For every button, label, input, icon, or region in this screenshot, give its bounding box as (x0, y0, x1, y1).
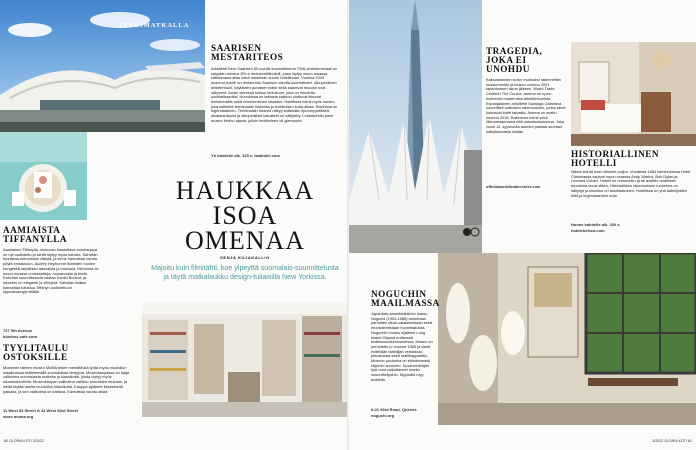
noguchi-museum-photo (438, 253, 696, 425)
page-folio-right: 3/2022 GLORIA KOTI 81 (652, 439, 692, 443)
tragedia-footer: officialworldtradecenter.com (486, 184, 541, 189)
main-headline (148, 178, 342, 253)
tiffany-footer-address: 727 5th Avenue (3, 328, 33, 333)
noguchin-body: Japanilais-amerikkalainen Isamu Noguchi (1904-1988) tunnetaan parhaiten Akari-valaisimistaan sekä muotoilemistaan huonekaluista. Noguchin museo sijaitsee Long Island Cityssä entisessä teollisuusrakennuksessa. Museo on perustettu jo vuonna 1985 ja siellä esitellään taiteilijan veistoksia, piirustuksia sekä mallikappaleita. Museon puutarha on ehdottomasti käynnin arvoinen. Kuvanveistäjän työt ovat vaikuttaneet moniin suunnittelijoihin. Myymälä myy tuotteita. (371, 312, 433, 382)
historiallinen-title-line1: HISTORIALLINEN (571, 149, 660, 159)
tragedia-heading (486, 47, 542, 75)
tragedia-title-line1: TRAGEDIA, (486, 46, 543, 56)
noguchin-title-line2: MAAILMASSA (371, 298, 440, 309)
saarinen-footer: Yö kahdelle alk. 325 e, twahotel.com (211, 153, 280, 158)
tiffany-body: Aamiainen Tiffanylla -elokuvan ihastuttava korukauppa on nyt uudistettu ja sieltä löytyy myös kahvila. Kahvilan tunnistaa turkoosista väristä, ja sinne kannattaa varata pöytä ennakkoon. Audrey Hepburnin ikonisten roolien hengessä tarjoillaan aamiaista ja brunssia. Menussa on muun muassa croissantteja, munaruokia ja teetä. Kahvilan suunnittelusta vastaa Daniel Boulud, ja sisustus on elegantti ja viihtyisä. Kahvilan lisäksi kannattaa tutustua Tiffanyn uudistettuun lippulaivamyymälään. (3, 248, 99, 295)
historiallinen-title-line2: HOTELLI (571, 158, 617, 169)
tiffany-heading (3, 226, 67, 244)
noguchin-heading (371, 290, 440, 308)
tyylitaulu-footer-url: store.moma.org (3, 414, 34, 419)
saarinen-title-line2: MESTARITEOS (211, 52, 284, 63)
noguchin-title-line1: NOGUCHIN (371, 289, 427, 299)
tragedia-title-line3: UNOHDU (486, 64, 530, 75)
historiallinen-footer-url: hotelchelsea.com (571, 228, 605, 233)
tyylitaulu-heading (3, 344, 69, 362)
tyylitaulu-body: Modernin taiteen museo MoMA tekee merkittävää työtä myös muotoilun maailmassa esittelemällä suomalaista designia. Museokaupassa on laaja valikoima suomalaisia tuotteita ja klassikoita, joista löytyy myös sisustustuotteita. Museokaupan valikoima vaihtuu sesonkien mukaan, ja sieltä löytää useita muotoilun klassikoita. Kauppa sijaitsee keskeisellä paikalla, ja sen valikoima on kattava. Kannattaa varata aikaa. (3, 366, 130, 394)
tragedia-body: Kaksoistornien surun muistoksi rakennettiin muistomerkki ja museo vuonna 2001 tapahtuneen iskun jälkeen. World Trade Centerin The Oculus -asema on upea esimerkki modernista arkkitehtuurista. Espanjalainen arkkitehti Santiago Calatrava suunnitteli valkoisen rakennuksen, jonka siivet kohoavat kohti taivasta. Asema on avattu vuonna 2016. Rakennus toimii sekä liikenneasemana että ostoskeskuksena. Joka vuosi 11. syyskuuta aurinko paistaa suoraan kattoikkunasta sisään. (486, 78, 566, 134)
byline: SENJA KUJAKALLIO (220, 255, 270, 260)
tiffany-cafe-photo (0, 132, 87, 220)
lede: Majoitu kuin filmitähti, koe ylpeyttä suomalais-suunnittelusta ja täytä matkalaukku design-tuliaisilla New Yorkissa. (151, 264, 339, 281)
saarinen-body: Arkkitehti Eero Saarisen 60-luvulla suunnittelema TWA-lentoterminaali on nykyään toimiva JFK:n lentokenttähotelli, josta löytyy muun muassa kattoterassi-allas sekä maailman suurin hotellibaari. Vuonna 2019 avannut hotelli on restauroitu Saarisen ideoita kunnioittaen. Alkuperäinen arkkitehtuuri, käytävien punaiset matot sekä kaarevat muodot ovat säilyneet. Aulan vieressä seisoo lentokone, joka on muutettu cocktailbaariksi. Huoneissa on lattiasta kattoon ulottuvat ikkunat lentokentälle sekä retrohenkinen sisustus. Hotellissa toimii myös museo, joka esittelee terminaalin historiaa ja lentämisen kulta-aikaa. Ravintola on legendaarinen. Terminaalin historia näkyy kaikkialla: lipunmyyntitiskit, aikataulutaulut ja alkuperäiset kalusteet on säilytetty. Lentokentän pieni museo kertoo ajasta, jolloin lentäminen oli glamouria. (211, 67, 338, 123)
headline-line1: HAUKKAA (175, 176, 315, 205)
page-gutter (347, 0, 349, 450)
historiallinen-footer-price: Huone kahdelle alk. 330 e, (571, 222, 621, 227)
moma-store-photo (142, 302, 347, 417)
tyylitaulu-title-line2: OSTOKSILLE (3, 352, 68, 363)
headline-line2: ISOA (212, 201, 278, 230)
saarinen-heading (211, 44, 283, 62)
historiallinen-heading (571, 150, 659, 168)
tyylitaulu-footer-address: 11 West 53 Street & 44 West 53rd Street (3, 408, 78, 413)
hotel-chelsea-photo (571, 42, 696, 146)
tiffany-footer-url: bluebox-cafe.com (3, 334, 38, 339)
tyylitaulu-title-line1: TYYLITAULU (3, 343, 69, 353)
saarinen-title-line1: SAARISEN (211, 43, 262, 53)
page-folio-left: 80 GLORIA KOTI 3/2022 (4, 439, 44, 443)
tragedia-title-line2: JOKA EI (486, 55, 527, 66)
headline-line3: OMENAA (184, 226, 306, 255)
twa-hotel-photo (0, 0, 205, 132)
section-label: TYYLIMATKALLA (118, 22, 190, 29)
noguchin-footer-url: noguchi.org (371, 413, 395, 418)
oculus-wtc-photo (349, 0, 482, 253)
tiffany-title-line1: AAMIAISTA (3, 225, 61, 235)
historiallinen-body: Nämä seinät ovat nähneet paljon. Vuodesta 1884 toiminneessa Hotel Chelseassa asuivat muun muassa Andy Warhol, Bob Dylan ja Leonard Cohen. Hotelli on remontoitu ja se avattiin uudelleen muutama vuosi sitten. Historiallisen rakennuksen tunnelma on säilynyt ja sisustus on ainutlaatuinen. Hotellissa on yhä taiteilijoiden töitä ja legendaarinen aula. (571, 170, 691, 198)
tiffany-title-line2: TIFFANYLLA (3, 234, 68, 245)
noguchin-footer-address: 9-01 33rd Road, Queens (371, 407, 417, 412)
